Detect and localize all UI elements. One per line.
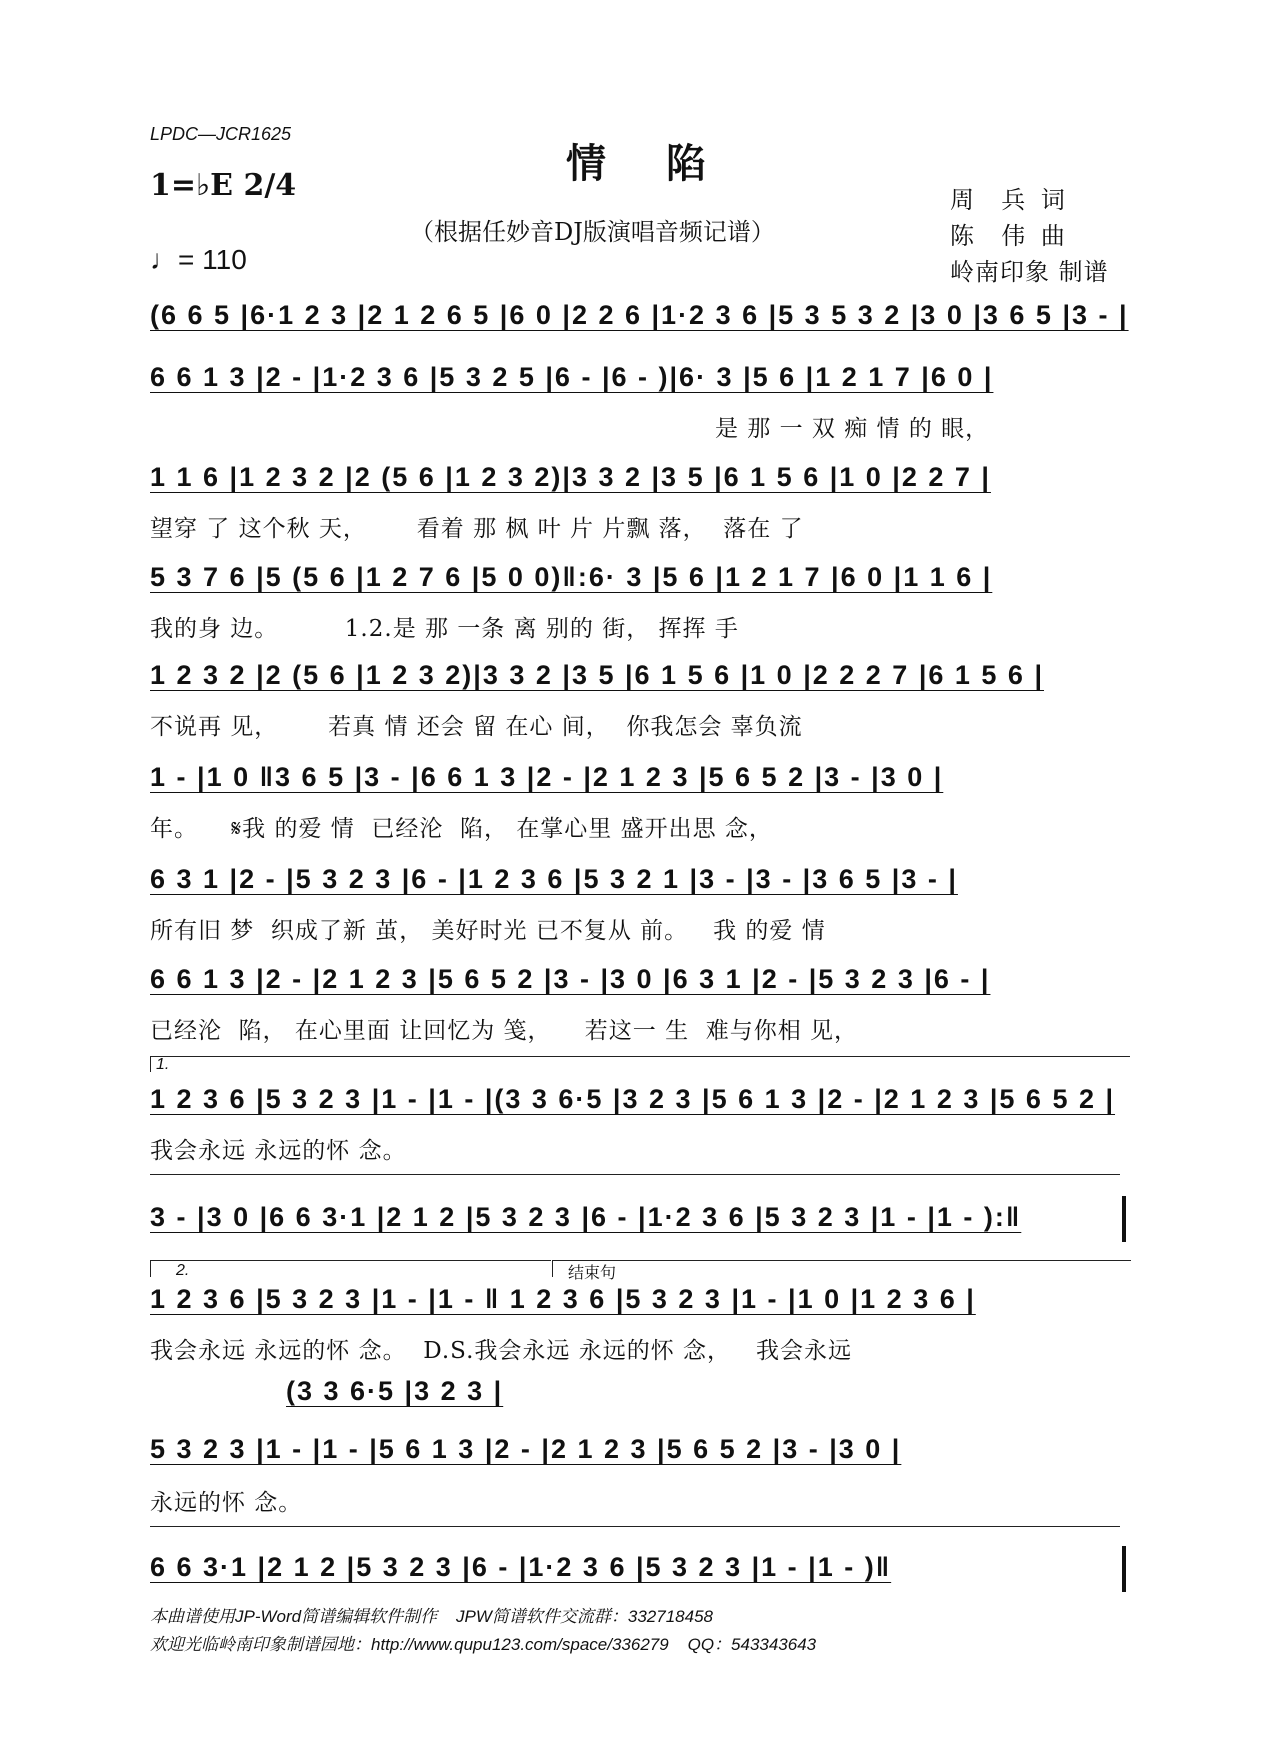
volta-2-label: 2. bbox=[176, 1262, 190, 1279]
lyric-row: 所有旧 梦 织成了新 茧， 美好时光 已不复从 前。 我 的爱 情 bbox=[150, 918, 826, 944]
lyric-row: 年。 𝄋我 的爱 情 已经沦 陷， 在掌心里 盛开出思 念， bbox=[150, 816, 773, 842]
lyric-row: 永远的怀 念。 bbox=[150, 1490, 303, 1516]
lyric-row: 我的身 边。 1.2.是 那 一条 离 别的 街， 挥挥 手 bbox=[150, 616, 739, 642]
lyric-row: 望穿 了 这个秋 天， 看着 那 枫 叶 片 片飘 落， 落在 了 bbox=[150, 516, 804, 542]
footer-line: 本曲谱使用JP-Word简谱编辑软件制作 JPW简谱软件交流群：332718458 bbox=[150, 1607, 713, 1626]
notation-row: 6 6 3·1 |2 1 2 |5 3 2 3 |6 - |1·2 3 6 |5 3 2 3 |1 - |1 - )‖ bbox=[150, 1552, 892, 1582]
notation-row: 1 2 3 6 |5 3 2 3 |1 - |1 - ‖ 1 2 3 6 |5 3 2 3 |1 - |1 0 |1 2 3 6 | bbox=[150, 1284, 976, 1314]
lyric-row: 已经沦 陷， 在心里面 让回忆为 笺， 若这一 生 难与你相 见， bbox=[150, 1018, 859, 1044]
volta-1-label: 1. bbox=[156, 1056, 170, 1073]
score-code: LPDC—JCR1625 bbox=[150, 124, 292, 144]
arranger-credit: 岭南印象 制谱 bbox=[950, 258, 1109, 286]
lyric-row: 我会永远 永远的怀 念。 bbox=[150, 1138, 407, 1164]
lyric-row: 是 那 一 双 痴 情 的 眼， bbox=[715, 416, 990, 442]
notation-row: 5 3 2 3 |1 - |1 - |5 6 1 3 |2 - |2 1 2 3 |5 6 5 2 |3 - |3 0 | bbox=[150, 1434, 902, 1464]
volta-bracket-start bbox=[150, 1056, 151, 1072]
volta-bracket bbox=[150, 1056, 1130, 1057]
lyric-row: 我会永远 永远的怀 念。 D.S.我会永远 永远的怀 念， 我会永远 bbox=[150, 1338, 852, 1364]
key-signature: 1=♭E 2/4 bbox=[150, 168, 297, 203]
volta-bracket bbox=[150, 1260, 551, 1277]
subtitle: （根据任妙音DJ版演唱音频记谱） bbox=[410, 218, 775, 246]
lyric-row: 不说再 见， 若真 情 还会 留 在心 间， 你我怎会 辜负流 bbox=[150, 714, 803, 740]
notation-row: (6 6 5 |6·1 2 3 |2 1 2 6 5 |6 0 |2 2 6 |1·2 3 6 |5 3 5 3 2 |3 0 |3 6 5 |3 - | bbox=[150, 300, 1129, 330]
footer-line: 欢迎光临岭南印象制谱园地：http://www.qupu123.com/space/336279 QQ：543343643 bbox=[150, 1635, 817, 1654]
system-rule bbox=[150, 1526, 1120, 1527]
notation-row: 6 6 1 3 |2 - |2 1 2 3 |5 6 5 2 |3 - |3 0 |6 3 1 |2 - |5 3 2 3 |6 - | bbox=[150, 964, 991, 994]
lyricist-credit: 周 兵 词 bbox=[950, 186, 1069, 214]
composer-credit: 陈 伟 曲 bbox=[950, 222, 1069, 250]
notation-row: 1 1 6 |1 2 3 2 |2 (5 6 |1 2 3 2)|3 3 2 |3 5 |6 1 5 6 |1 0 |2 2 7 | bbox=[150, 462, 991, 492]
notation-row: 5 3 7 6 |5 (5 6 |1 2 7 6 |5 0 0)‖:6· 3 |5 6 |1 2 1 7 |6 0 |1 1 6 | bbox=[150, 562, 993, 592]
notation-row: 3 - |3 0 |6 6 3·1 |2 1 2 |5 3 2 3 |6 - |1·2 3 6 |5 3 2 3 |1 - |1 - ):‖ bbox=[150, 1202, 1022, 1232]
volta-bracket bbox=[150, 1174, 1120, 1175]
notation-row: 6 3 1 |2 - |5 3 2 3 |6 - |1 2 3 6 |5 3 2 1 |3 - |3 - |3 6 5 |3 - | bbox=[150, 864, 958, 894]
ossia-notation: (3 3 6·5 |3 2 3 | bbox=[286, 1376, 504, 1406]
tempo-mark: ♩= 110 bbox=[150, 244, 247, 275]
final-barline bbox=[1122, 1546, 1126, 1592]
final-barline bbox=[1122, 1196, 1126, 1242]
ending-label: 结束句 bbox=[568, 1263, 617, 1282]
notation-row: 1 2 3 6 |5 3 2 3 |1 - |1 - |(3 3 6·5 |3 2 3 |5 6 1 3 |2 - |2 1 2 3 |5 6 5 2 | bbox=[150, 1084, 1116, 1114]
song-title: 情陷 bbox=[566, 140, 766, 187]
notation-row: 1 - |1 0 ‖3 6 5 |3 - |6 6 1 3 |2 - |2 1 2 3 |5 6 5 2 |3 - |3 0 | bbox=[150, 762, 944, 792]
ending-bracket bbox=[552, 1260, 1131, 1277]
notation-row: 6 6 1 3 |2 - |1·2 3 6 |5 3 2 5 |6 - |6 - )|6· 3 |5 6 |1 2 1 7 |6 0 | bbox=[150, 362, 994, 392]
notation-row: 1 2 3 2 |2 (5 6 |1 2 3 2)|3 3 2 |3 5 |6 1 5 6 |1 0 |2 2 2 7 |6 1 5 6 | bbox=[150, 660, 1044, 690]
